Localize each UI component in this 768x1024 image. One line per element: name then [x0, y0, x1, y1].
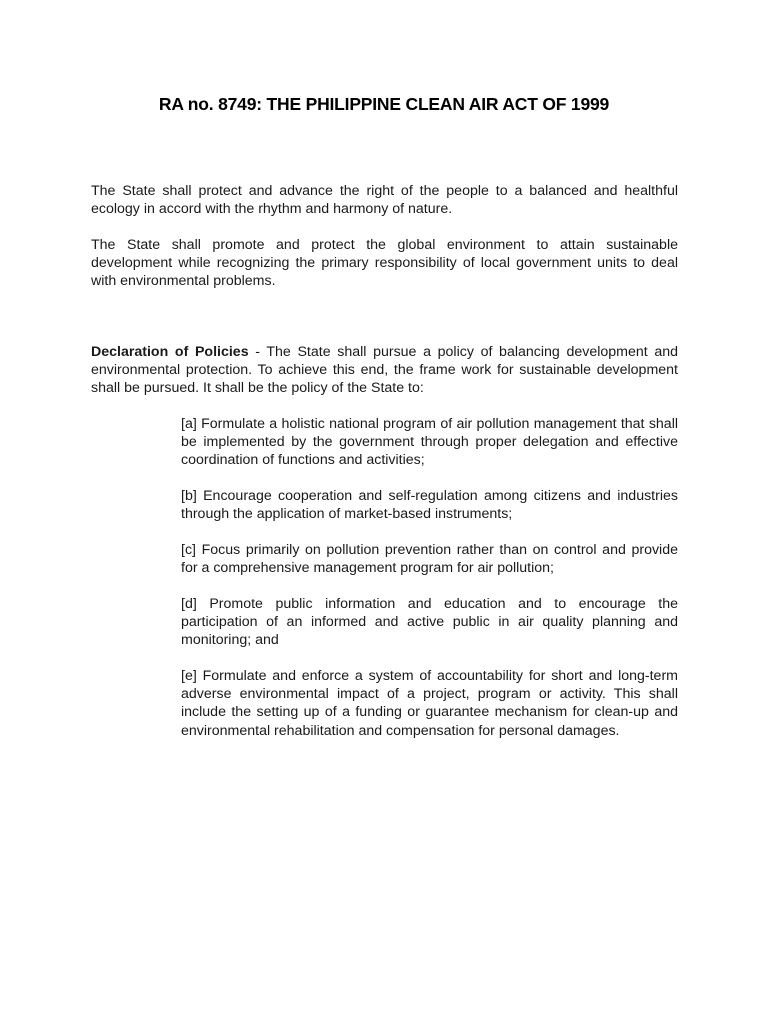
declaration-heading: Declaration of Policies [91, 344, 249, 360]
policy-item-e: [e] Formulate and enforce a system of accountability for short and long-term adverse environmental impact of a project, program or activity. This shall include the setting up of a funding or guarantee mechanism for clean-up and environmental rehabilitation and compensation for personal damages. [181, 668, 678, 739]
policy-item-a: [a] Formulate a holistic national program of air pollution management that shall be implemented by the government through proper delegation and effective coordination of functions and activities; [181, 416, 678, 469]
declaration-paragraph [91, 343, 678, 398]
policy-item-d: [d] Promote public information and education and to encourage the participation of an informed and active public in air quality planning and monitoring; and [181, 596, 678, 649]
policy-item-b: [b] Encourage cooperation and self-regulation among citizens and industries through the application of market-based instruments; [181, 488, 678, 523]
intro-paragraph-1: The State shall protect and advance the right of the people to a balanced and healthful ecology in accord with the rhythm and harmony of nature. [91, 183, 678, 218]
document-title: RA no. 8749: THE PHILIPPINE CLEAN AIR ACT OF 1999 [158, 94, 610, 114]
intro-paragraph-2: The State shall promote and protect the global environment to attain sustainable development while recognizing the primary responsibility of local government units to deal with environmental problems. [91, 237, 678, 290]
policy-item-c: [c] Focus primarily on pollution prevention rather than on control and provide for a comprehensive management program for air pollution; [181, 542, 678, 577]
declaration-text: - The State shall pursue a policy of balancing development and environmental protection. To achieve this end, the frame work for sustainable development shall be pursued. It shall be the policy of the State to: [91, 344, 678, 397]
